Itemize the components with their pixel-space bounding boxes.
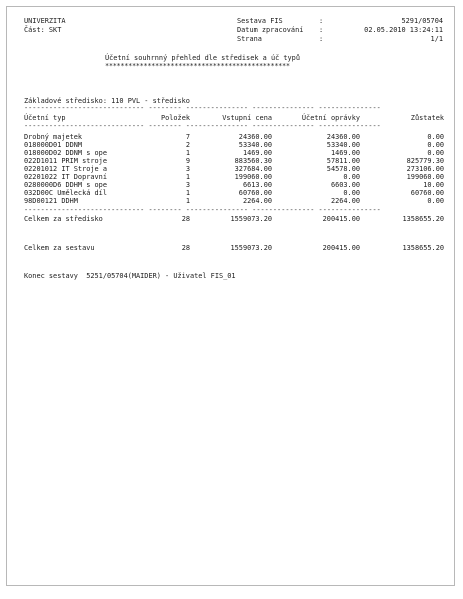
total-label: Celkem za sestavu — [24, 244, 95, 252]
cell-balance: 0.00 — [427, 149, 444, 157]
table-row — [24, 157, 444, 165]
col-header-depreciation: Účetní oprávky — [301, 114, 360, 122]
cell-depreciation: 1469.00 — [330, 149, 360, 157]
table-row — [24, 197, 444, 205]
cell-count: 7 — [185, 133, 190, 141]
cell-input-price: 1469.00 — [242, 149, 272, 157]
divider-subtotal: ----------------------------- -------- --------------- --------------- --------------- — [24, 206, 381, 214]
org-name: UNIVERZITA — [24, 17, 66, 25]
table-header-row — [24, 114, 444, 122]
divider-header: ----------------------------- -------- --------------- --------------- --------------- — [24, 122, 381, 130]
cell-balance: 199060.00 — [406, 173, 444, 181]
cell-balance: 10.00 — [423, 181, 444, 189]
col-header-count: Položek — [160, 114, 190, 122]
cell-depreciation: 2264.00 — [330, 197, 360, 205]
cell-depreciation: 53340.00 — [326, 141, 360, 149]
cell-count: 3 — [185, 165, 190, 173]
processing-date-label: Datum zpracování — [237, 26, 304, 34]
cell-balance: 273106.00 — [406, 165, 444, 173]
cell-depreciation: 0.00 — [343, 173, 360, 181]
cell-count: 1 — [185, 189, 190, 197]
total-input-price: 1559073.20 — [230, 244, 272, 252]
cell-input-price: 2264.00 — [242, 197, 272, 205]
section-heading: Základové středisko: 110 PVL - středisko — [24, 97, 190, 105]
page-number-sep: : — [319, 35, 324, 43]
table-row — [24, 165, 444, 173]
cell-depreciation: 54578.00 — [326, 165, 360, 173]
cell-type: Drobný majetek — [24, 133, 83, 141]
title-underline-stars: ************************************************ — [105, 62, 290, 70]
subtotal-count: 28 — [181, 215, 190, 223]
cell-input-price: 199060.00 — [234, 173, 272, 181]
subtotal-row — [24, 215, 444, 223]
cell-balance: 0.00 — [427, 141, 444, 149]
cell-type: 032D00C Umělecká díl — [24, 189, 107, 197]
cell-input-price: 6613.00 — [242, 181, 272, 189]
processing-date-value: 02.05.2010 13:24:11 — [364, 26, 443, 34]
divider-top: ----------------------------- -------- --------------- --------------- --------------- — [24, 104, 381, 112]
cell-count: 1 — [185, 173, 190, 181]
page-number-label: Strana — [237, 35, 262, 43]
report-id-sep: : — [319, 17, 324, 25]
processing-date-sep: : — [319, 26, 324, 34]
subtotal-input-price: 1559073.20 — [230, 215, 272, 223]
col-header-type: Účetní typ — [24, 114, 66, 122]
cell-depreciation: 6603.00 — [330, 181, 360, 189]
subtotal-label: Celkem za středisko — [24, 215, 103, 223]
cell-balance: 60760.00 — [410, 189, 444, 197]
report-title: Účetní souhrnný přehled dle středisek a úč typů — [105, 54, 300, 62]
table-row — [24, 149, 444, 157]
subtotal-depreciation: 200415.00 — [322, 215, 360, 223]
cell-input-price: 883560.30 — [234, 157, 272, 165]
cell-type: 022D1011 PRIM stroje — [24, 157, 107, 165]
cell-type: 018000D02 DDNM s ope — [24, 149, 107, 157]
total-balance: 1358655.20 — [402, 244, 444, 252]
cell-balance: 825779.30 — [406, 157, 444, 165]
total-row — [24, 244, 444, 252]
unit-name: Část: SKT — [24, 26, 62, 34]
cell-input-price: 60760.00 — [238, 189, 272, 197]
table-row — [24, 133, 444, 141]
cell-balance: 0.00 — [427, 133, 444, 141]
report-id-label: Sestava FIS — [237, 17, 283, 25]
cell-input-price: 24360.00 — [238, 133, 272, 141]
cell-input-price: 53340.00 — [238, 141, 272, 149]
table-row — [24, 141, 444, 149]
table-row — [24, 173, 444, 181]
cell-depreciation: 57811.00 — [326, 157, 360, 165]
col-header-input-price: Vstupní cena — [222, 114, 272, 122]
cell-type: 98D00121 DDHM — [24, 197, 78, 205]
col-header-balance: Zůstatek — [410, 114, 444, 122]
table-row — [24, 181, 444, 189]
cell-depreciation: 0.00 — [343, 189, 360, 197]
cell-type: 02201022 IT Dopravní — [24, 173, 107, 181]
cell-count: 1 — [185, 197, 190, 205]
cell-type: 0280000D6 DDHM s ope — [24, 181, 107, 189]
subtotal-balance: 1358655.20 — [402, 215, 444, 223]
cell-count: 2 — [185, 141, 190, 149]
total-count: 28 — [181, 244, 190, 252]
page-number-value: 1/1 — [430, 35, 443, 43]
cell-balance: 0.00 — [427, 197, 444, 205]
cell-count: 3 — [185, 181, 190, 189]
report-page — [6, 6, 455, 586]
cell-depreciation: 24360.00 — [326, 133, 360, 141]
report-id-value: 5291/05704 — [401, 17, 443, 25]
cell-type: 02201012 IT Stroje a — [24, 165, 107, 173]
cell-count: 1 — [185, 149, 190, 157]
cell-count: 9 — [185, 157, 190, 165]
cell-input-price: 327684.00 — [234, 165, 272, 173]
table-row — [24, 189, 444, 197]
end-of-report-note: Konec sestavy 5251/05704(MAIDER) - Uživatel FIS_01 — [24, 272, 236, 280]
total-depreciation: 200415.00 — [322, 244, 360, 252]
cell-type: 018000D01 DDNM — [24, 141, 83, 149]
